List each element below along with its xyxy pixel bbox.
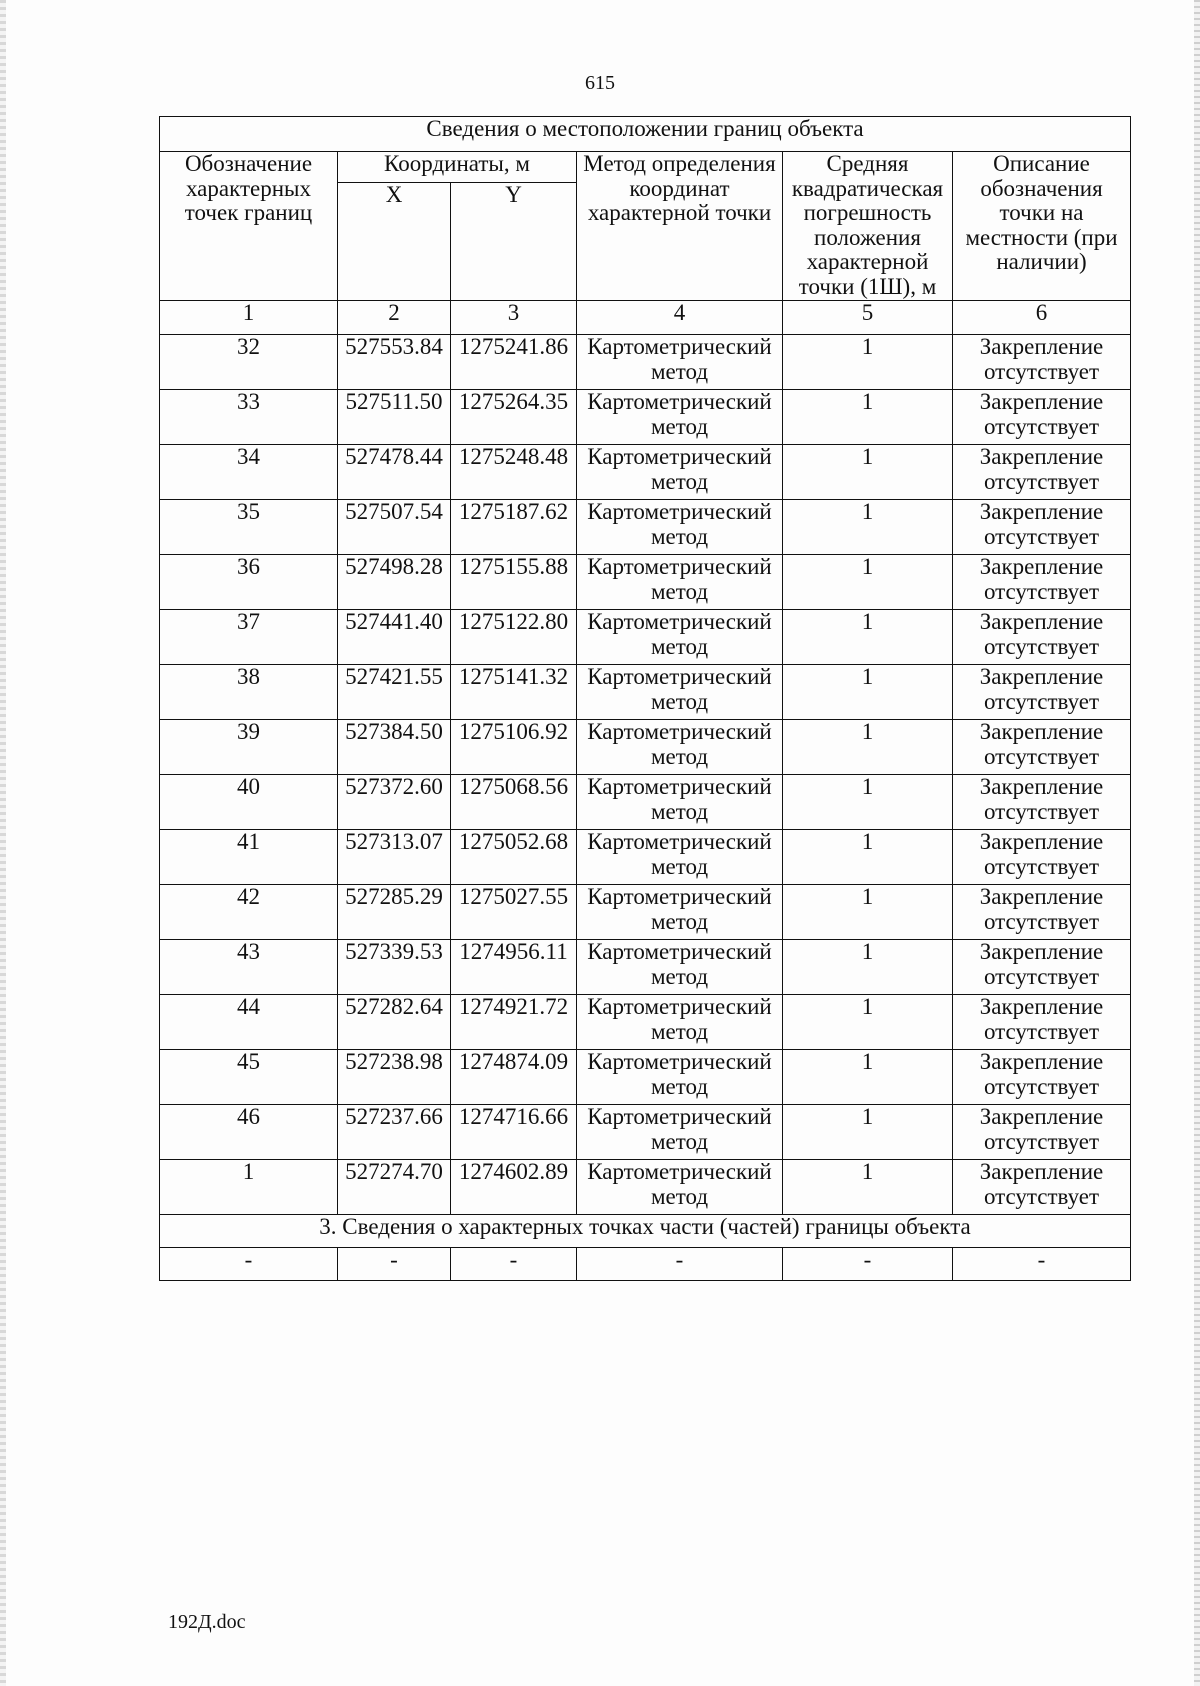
description-cell: Закрепление отсутствует <box>953 500 1131 555</box>
point-id-cell: 33 <box>160 390 338 445</box>
point-id-cell: 43 <box>160 940 338 995</box>
scan-edge-right <box>1194 0 1200 1686</box>
point-id-cell: 34 <box>160 445 338 500</box>
method-cell: Картометрический метод <box>577 445 783 500</box>
table-row <box>160 720 1131 775</box>
x-coordinate-cell: 527507.54 <box>338 500 451 555</box>
table-row <box>160 665 1131 720</box>
header-method: Метод определения координат характерной точки <box>577 152 783 301</box>
section-3-title: 3. Сведения о характерных точках части (частей) границы объекта <box>160 1215 1131 1248</box>
description-cell: Закрепление отсутствует <box>953 390 1131 445</box>
column-numbers-row <box>160 301 1131 335</box>
description-cell: Закрепление отсутствует <box>953 555 1131 610</box>
mean-error-cell: 1 <box>783 830 953 885</box>
section-3-cell: - <box>451 1248 577 1281</box>
mean-error-cell: 1 <box>783 995 953 1050</box>
description-cell: Закрепление отсутствует <box>953 830 1131 885</box>
description-cell: Закрепление отсутствует <box>953 610 1131 665</box>
y-coordinate-cell: 1275155.88 <box>451 555 577 610</box>
mean-error-cell: 1 <box>783 1160 953 1215</box>
x-coordinate-cell: 527282.64 <box>338 995 451 1050</box>
description-cell: Закрепление отсутствует <box>953 1160 1131 1215</box>
y-coordinate-cell: 1275141.32 <box>451 665 577 720</box>
method-cell: Картометрический метод <box>577 995 783 1050</box>
method-cell: Картометрический метод <box>577 610 783 665</box>
header-coordinates: Координаты, м <box>338 152 577 183</box>
section-3-cell: - <box>577 1248 783 1281</box>
table-row <box>160 445 1131 500</box>
x-coordinate-cell: 527238.98 <box>338 1050 451 1105</box>
x-coordinate-cell: 527553.84 <box>338 335 451 390</box>
table-row <box>160 500 1131 555</box>
point-id-cell: 44 <box>160 995 338 1050</box>
mean-error-cell: 1 <box>783 1050 953 1105</box>
point-id-cell: 39 <box>160 720 338 775</box>
method-cell: Картометрический метод <box>577 1160 783 1215</box>
description-cell: Закрепление отсутствует <box>953 995 1131 1050</box>
x-coordinate-cell: 527421.55 <box>338 665 451 720</box>
y-coordinate-cell: 1274716.66 <box>451 1105 577 1160</box>
y-coordinate-cell: 1275106.92 <box>451 720 577 775</box>
point-id-cell: 1 <box>160 1160 338 1215</box>
x-coordinate-cell: 527237.66 <box>338 1105 451 1160</box>
mean-error-cell: 1 <box>783 335 953 390</box>
method-cell: Картометрический метод <box>577 1050 783 1105</box>
y-coordinate-cell: 1275068.56 <box>451 775 577 830</box>
section-3-cell: - <box>783 1248 953 1281</box>
table-row <box>160 555 1131 610</box>
footer-filename: 192Д.doc <box>168 1611 246 1633</box>
mean-error-cell: 1 <box>783 940 953 995</box>
column-number: 2 <box>338 301 451 335</box>
point-id-cell: 46 <box>160 1105 338 1160</box>
y-coordinate-cell: 1275241.86 <box>451 335 577 390</box>
x-coordinate-cell: 527511.50 <box>338 390 451 445</box>
header-mean-error: Средняя квадратическая погрешность положения характерной точки (1Ш), м <box>783 152 953 301</box>
description-cell: Закрепление отсутствует <box>953 940 1131 995</box>
method-cell: Картометрический метод <box>577 335 783 390</box>
method-cell: Картометрический метод <box>577 665 783 720</box>
table-row <box>160 1160 1131 1215</box>
mean-error-cell: 1 <box>783 610 953 665</box>
point-id-cell: 42 <box>160 885 338 940</box>
description-cell: Закрепление отсутствует <box>953 665 1131 720</box>
table-row <box>160 1050 1131 1105</box>
point-id-cell: 32 <box>160 335 338 390</box>
section-3-cell: - <box>160 1248 338 1281</box>
column-number: 6 <box>953 301 1131 335</box>
description-cell: Закрепление отсутствует <box>953 1050 1131 1105</box>
point-id-cell: 41 <box>160 830 338 885</box>
column-number: 5 <box>783 301 953 335</box>
x-coordinate-cell: 527285.29 <box>338 885 451 940</box>
point-id-cell: 35 <box>160 500 338 555</box>
section-3-row <box>160 1248 1131 1281</box>
mean-error-cell: 1 <box>783 500 953 555</box>
header-x: X <box>338 183 451 301</box>
table-row <box>160 610 1131 665</box>
mean-error-cell: 1 <box>783 720 953 775</box>
point-id-cell: 45 <box>160 1050 338 1105</box>
point-id-cell: 38 <box>160 665 338 720</box>
method-cell: Картометрический метод <box>577 1105 783 1160</box>
y-coordinate-cell: 1274956.11 <box>451 940 577 995</box>
mean-error-cell: 1 <box>783 885 953 940</box>
x-coordinate-cell: 527384.50 <box>338 720 451 775</box>
header-y: Y <box>451 183 577 301</box>
method-cell: Картометрический метод <box>577 390 783 445</box>
y-coordinate-cell: 1275248.48 <box>451 445 577 500</box>
y-coordinate-cell: 1275052.68 <box>451 830 577 885</box>
column-number: 4 <box>577 301 783 335</box>
mean-error-cell: 1 <box>783 555 953 610</box>
column-number: 3 <box>451 301 577 335</box>
table-row <box>160 1105 1131 1160</box>
table-row <box>160 995 1131 1050</box>
header-description: Описание обозначения точки на местности (при наличии) <box>953 152 1131 301</box>
method-cell: Картометрический метод <box>577 555 783 610</box>
method-cell: Картометрический метод <box>577 775 783 830</box>
column-number: 1 <box>160 301 338 335</box>
description-cell: Закрепление отсутствует <box>953 885 1131 940</box>
section-3-cell: - <box>953 1248 1131 1281</box>
x-coordinate-cell: 527441.40 <box>338 610 451 665</box>
scan-edge-left <box>0 0 6 1686</box>
mean-error-cell: 1 <box>783 665 953 720</box>
x-coordinate-cell: 527478.44 <box>338 445 451 500</box>
y-coordinate-cell: 1275187.62 <box>451 500 577 555</box>
y-coordinate-cell: 1275264.35 <box>451 390 577 445</box>
point-id-cell: 40 <box>160 775 338 830</box>
x-coordinate-cell: 527313.07 <box>338 830 451 885</box>
method-cell: Картометрический метод <box>577 830 783 885</box>
method-cell: Картометрический метод <box>577 500 783 555</box>
method-cell: Картометрический метод <box>577 940 783 995</box>
x-coordinate-cell: 527498.28 <box>338 555 451 610</box>
mean-error-cell: 1 <box>783 445 953 500</box>
x-coordinate-cell: 527372.60 <box>338 775 451 830</box>
mean-error-cell: 1 <box>783 390 953 445</box>
x-coordinate-cell: 527339.53 <box>338 940 451 995</box>
section-3-cell: - <box>338 1248 451 1281</box>
y-coordinate-cell: 1275027.55 <box>451 885 577 940</box>
description-cell: Закрепление отсутствует <box>953 445 1131 500</box>
table-row <box>160 940 1131 995</box>
point-id-cell: 37 <box>160 610 338 665</box>
mean-error-cell: 1 <box>783 1105 953 1160</box>
table-title: Сведения о местоположении границ объекта <box>160 117 1131 152</box>
table-row <box>160 830 1131 885</box>
table-row <box>160 885 1131 940</box>
method-cell: Картометрический метод <box>577 885 783 940</box>
description-cell: Закрепление отсутствует <box>953 1105 1131 1160</box>
table-row <box>160 775 1131 830</box>
table-row <box>160 335 1131 390</box>
method-cell: Картометрический метод <box>577 720 783 775</box>
y-coordinate-cell: 1274602.89 <box>451 1160 577 1215</box>
x-coordinate-cell: 527274.70 <box>338 1160 451 1215</box>
header-point-designation: Обозначение характерных точек границ <box>160 152 338 301</box>
table-row <box>160 390 1131 445</box>
description-cell: Закрепление отсутствует <box>953 720 1131 775</box>
boundary-coordinates-table <box>159 116 1131 1281</box>
description-cell: Закрепление отсутствует <box>953 335 1131 390</box>
page-number: 615 <box>585 72 615 94</box>
mean-error-cell: 1 <box>783 775 953 830</box>
y-coordinate-cell: 1274921.72 <box>451 995 577 1050</box>
y-coordinate-cell: 1275122.80 <box>451 610 577 665</box>
y-coordinate-cell: 1274874.09 <box>451 1050 577 1105</box>
point-id-cell: 36 <box>160 555 338 610</box>
description-cell: Закрепление отсутствует <box>953 775 1131 830</box>
